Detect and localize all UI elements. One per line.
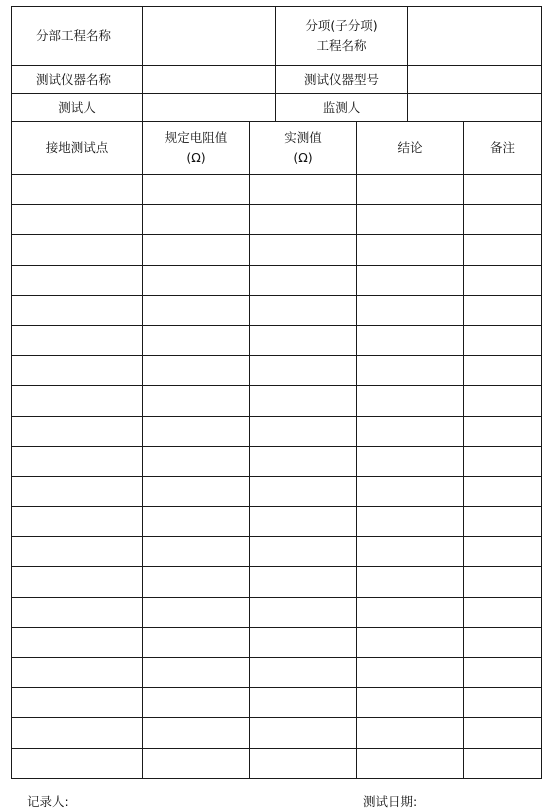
cell-test-point[interactable] — [12, 627, 143, 657]
col-header-specified-line2: (Ω) — [186, 150, 206, 165]
cell-specified-resistance[interactable] — [143, 416, 250, 446]
table-row — [12, 507, 542, 537]
cell-test-point[interactable] — [12, 718, 143, 748]
table-row — [12, 386, 542, 416]
cell-conclusion[interactable] — [357, 627, 464, 657]
cell-remarks[interactable] — [464, 597, 542, 627]
cell-remarks[interactable] — [464, 416, 542, 446]
recorder-label: 记录人: — [27, 794, 69, 809]
cell-remarks[interactable] — [464, 325, 542, 355]
cell-measured-value[interactable] — [250, 688, 357, 718]
cell-measured-value[interactable] — [250, 658, 357, 688]
cell-specified-resistance[interactable] — [143, 537, 250, 567]
cell-specified-resistance[interactable] — [143, 567, 250, 597]
table-row — [12, 325, 542, 355]
cell-test-point[interactable] — [12, 748, 143, 778]
cell-conclusion[interactable] — [357, 658, 464, 688]
item-project-name-value[interactable] — [408, 7, 542, 66]
cell-conclusion[interactable] — [357, 597, 464, 627]
cell-test-point[interactable] — [12, 567, 143, 597]
cell-specified-resistance[interactable] — [143, 356, 250, 386]
header-row-project — [12, 7, 542, 66]
cell-conclusion[interactable] — [357, 567, 464, 597]
subproject-name-label: 分部工程名称 — [12, 7, 143, 66]
table-row — [12, 718, 542, 748]
tester-label: 测试人 — [12, 94, 143, 122]
cell-test-point[interactable] — [12, 416, 143, 446]
table-row — [12, 476, 542, 506]
cell-conclusion[interactable] — [357, 688, 464, 718]
cell-remarks[interactable] — [464, 718, 542, 748]
cell-test-point[interactable] — [12, 688, 143, 718]
cell-test-point[interactable] — [12, 235, 143, 265]
cell-measured-value[interactable] — [250, 386, 357, 416]
cell-test-point[interactable] — [12, 507, 143, 537]
cell-measured-value[interactable] — [250, 205, 357, 235]
table-row — [12, 688, 542, 718]
cell-specified-resistance[interactable] — [143, 597, 250, 627]
cell-conclusion[interactable] — [357, 748, 464, 778]
cell-measured-value[interactable] — [250, 235, 357, 265]
table-row — [12, 537, 542, 567]
instrument-model-value[interactable] — [408, 66, 542, 94]
cell-remarks[interactable] — [464, 205, 542, 235]
col-header-measured-line2: (Ω) — [293, 150, 313, 165]
cell-measured-value[interactable] — [250, 537, 357, 567]
instrument-name-value[interactable] — [143, 66, 276, 94]
cell-measured-value[interactable] — [250, 567, 357, 597]
col-header-measured-line1: 实测值 — [284, 130, 322, 145]
cell-measured-value[interactable] — [250, 597, 357, 627]
col-header-specified-line1: 规定电阻值 — [164, 130, 228, 145]
cell-conclusion[interactable] — [357, 356, 464, 386]
cell-test-point[interactable] — [12, 325, 143, 355]
table-row — [12, 627, 542, 657]
tester-value[interactable] — [143, 94, 276, 122]
cell-remarks[interactable] — [464, 537, 542, 567]
cell-measured-value[interactable] — [250, 356, 357, 386]
cell-test-point[interactable] — [12, 658, 143, 688]
cell-test-point[interactable] — [12, 597, 143, 627]
cell-remarks[interactable] — [464, 446, 542, 476]
cell-measured-value[interactable] — [250, 416, 357, 446]
cell-specified-resistance[interactable] — [143, 205, 250, 235]
cell-conclusion[interactable] — [357, 205, 464, 235]
cell-test-point[interactable] — [12, 537, 143, 567]
cell-measured-value[interactable] — [250, 325, 357, 355]
cell-specified-resistance[interactable] — [143, 325, 250, 355]
monitor-label: 监测人 — [276, 94, 408, 122]
cell-measured-value[interactable] — [250, 476, 357, 506]
cell-measured-value[interactable] — [250, 446, 357, 476]
cell-conclusion[interactable] — [357, 386, 464, 416]
cell-test-point[interactable] — [12, 476, 143, 506]
item-project-name-label — [276, 7, 408, 66]
table-row — [12, 235, 542, 265]
table-row — [12, 446, 542, 476]
item-project-name-label-line2: 工程名称 — [316, 38, 367, 53]
cell-measured-value[interactable] — [250, 507, 357, 537]
column-header-row — [12, 122, 542, 175]
cell-remarks[interactable] — [464, 235, 542, 265]
item-project-name-label-line1: 分项(子分项) — [305, 18, 378, 33]
cell-conclusion[interactable] — [357, 325, 464, 355]
cell-test-point[interactable] — [12, 295, 143, 325]
cell-specified-resistance[interactable] — [143, 658, 250, 688]
cell-measured-value[interactable] — [250, 175, 357, 205]
cell-test-point[interactable] — [12, 175, 143, 205]
cell-test-point[interactable] — [12, 386, 143, 416]
header-row-instrument — [12, 66, 542, 94]
table-row — [12, 416, 542, 446]
cell-remarks[interactable] — [464, 688, 542, 718]
cell-remarks[interactable] — [464, 356, 542, 386]
table-row — [12, 356, 542, 386]
cell-conclusion[interactable] — [357, 507, 464, 537]
cell-test-point[interactable] — [12, 356, 143, 386]
cell-specified-resistance[interactable] — [143, 748, 250, 778]
cell-remarks[interactable] — [464, 175, 542, 205]
col-header-conclusion: 结论 — [357, 122, 464, 175]
col-header-remarks: 备注 — [464, 122, 542, 175]
cell-remarks[interactable] — [464, 627, 542, 657]
cell-remarks[interactable] — [464, 476, 542, 506]
instrument-name-label: 测试仪器名称 — [12, 66, 143, 94]
cell-conclusion[interactable] — [357, 476, 464, 506]
table-row — [12, 748, 542, 778]
cell-specified-resistance[interactable] — [143, 175, 250, 205]
cell-remarks[interactable] — [464, 295, 542, 325]
header-row-people — [12, 94, 542, 122]
cell-conclusion[interactable] — [357, 295, 464, 325]
cell-remarks[interactable] — [464, 507, 542, 537]
cell-remarks[interactable] — [464, 748, 542, 778]
cell-specified-resistance[interactable] — [143, 235, 250, 265]
monitor-value[interactable] — [408, 94, 542, 122]
table-row — [12, 265, 542, 295]
cell-measured-value[interactable] — [250, 748, 357, 778]
cell-conclusion[interactable] — [357, 235, 464, 265]
cell-test-point[interactable] — [12, 205, 143, 235]
cell-specified-resistance[interactable] — [143, 295, 250, 325]
cell-specified-resistance[interactable] — [143, 507, 250, 537]
cell-remarks[interactable] — [464, 386, 542, 416]
cell-remarks[interactable] — [464, 265, 542, 295]
cell-remarks[interactable] — [464, 658, 542, 688]
table-row — [12, 295, 542, 325]
col-header-test-point: 接地测试点 — [12, 122, 143, 175]
cell-measured-value[interactable] — [250, 265, 357, 295]
col-header-measured-value — [250, 122, 357, 175]
cell-conclusion[interactable] — [357, 416, 464, 446]
cell-specified-resistance[interactable] — [143, 446, 250, 476]
cell-specified-resistance[interactable] — [143, 476, 250, 506]
cell-specified-resistance[interactable] — [143, 265, 250, 295]
table-row — [12, 175, 542, 205]
cell-measured-value[interactable] — [250, 295, 357, 325]
cell-specified-resistance[interactable] — [143, 718, 250, 748]
cell-remarks[interactable] — [464, 567, 542, 597]
subproject-name-value[interactable] — [143, 7, 276, 66]
instrument-model-label: 测试仪器型号 — [276, 66, 408, 94]
cell-specified-resistance[interactable] — [143, 627, 250, 657]
cell-specified-resistance[interactable] — [143, 386, 250, 416]
cell-measured-value[interactable] — [250, 718, 357, 748]
cell-test-point[interactable] — [12, 265, 143, 295]
cell-conclusion[interactable] — [357, 718, 464, 748]
test-record-form — [11, 6, 541, 779]
cell-conclusion[interactable] — [357, 175, 464, 205]
cell-conclusion[interactable] — [357, 265, 464, 295]
col-header-specified-resistance — [143, 122, 250, 175]
cell-test-point[interactable] — [12, 446, 143, 476]
table-row — [12, 567, 542, 597]
cell-conclusion[interactable] — [357, 446, 464, 476]
cell-measured-value[interactable] — [250, 627, 357, 657]
record-table — [11, 6, 542, 779]
table-row — [12, 658, 542, 688]
test-date-label: 测试日期: — [363, 794, 418, 809]
cell-specified-resistance[interactable] — [143, 688, 250, 718]
table-row — [12, 597, 542, 627]
cell-conclusion[interactable] — [357, 537, 464, 567]
table-row — [12, 205, 542, 235]
